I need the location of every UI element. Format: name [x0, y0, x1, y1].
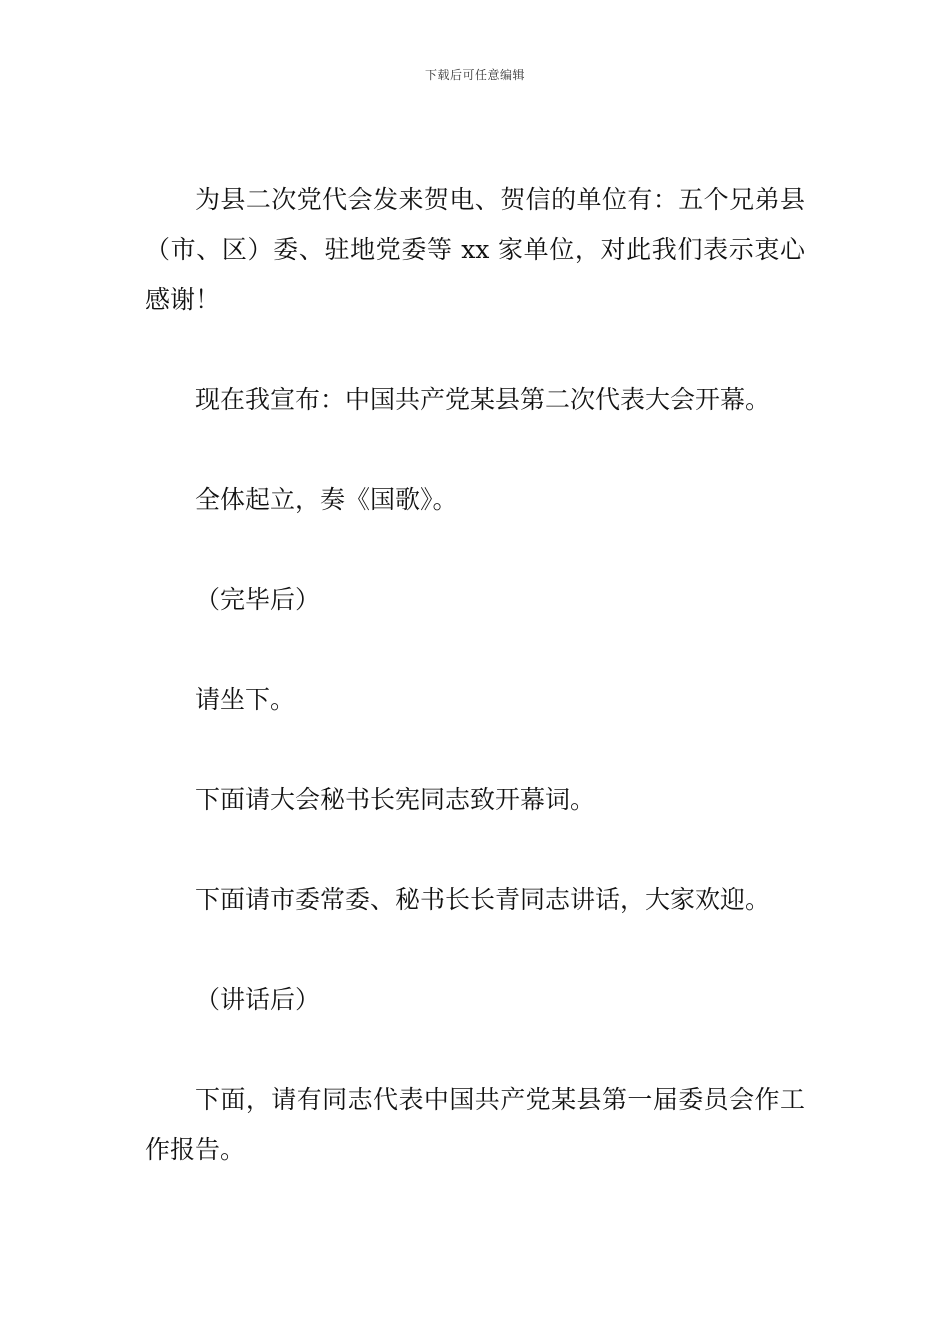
paragraph-work-report: 下面，请有同志代表中国共产党某县第一届委员会作工作报告。	[145, 1085, 805, 1164]
paragraph-after-anthem: （完毕后）	[195, 585, 321, 614]
paragraph-congratulations: 为县二次党代会发来贺电、贺信的单位有：五个兄弟县（市、区）委、驻地党委等 xx 家单位，对此我们表示衷心感谢！	[145, 185, 805, 314]
paragraph-opening-speech: 下面请大会秘书长宪同志致开幕词。	[195, 785, 596, 814]
paragraph-opening-announcement: 现在我宣布：中国共产党某县第二次代表大会开幕。	[195, 385, 771, 414]
paragraph-please-sit: 请坐下。	[195, 685, 296, 714]
paragraph-after-speech: （讲话后）	[195, 985, 321, 1014]
paragraph-secretary-speech: 下面请市委常委、秘书长长青同志讲话，大家欢迎。	[195, 885, 771, 914]
document-body	[145, 175, 805, 1175]
page-header-note: 下载后可任意编辑	[424, 68, 525, 82]
paragraph-national-anthem: 全体起立，奏《国歌》。	[195, 485, 458, 514]
